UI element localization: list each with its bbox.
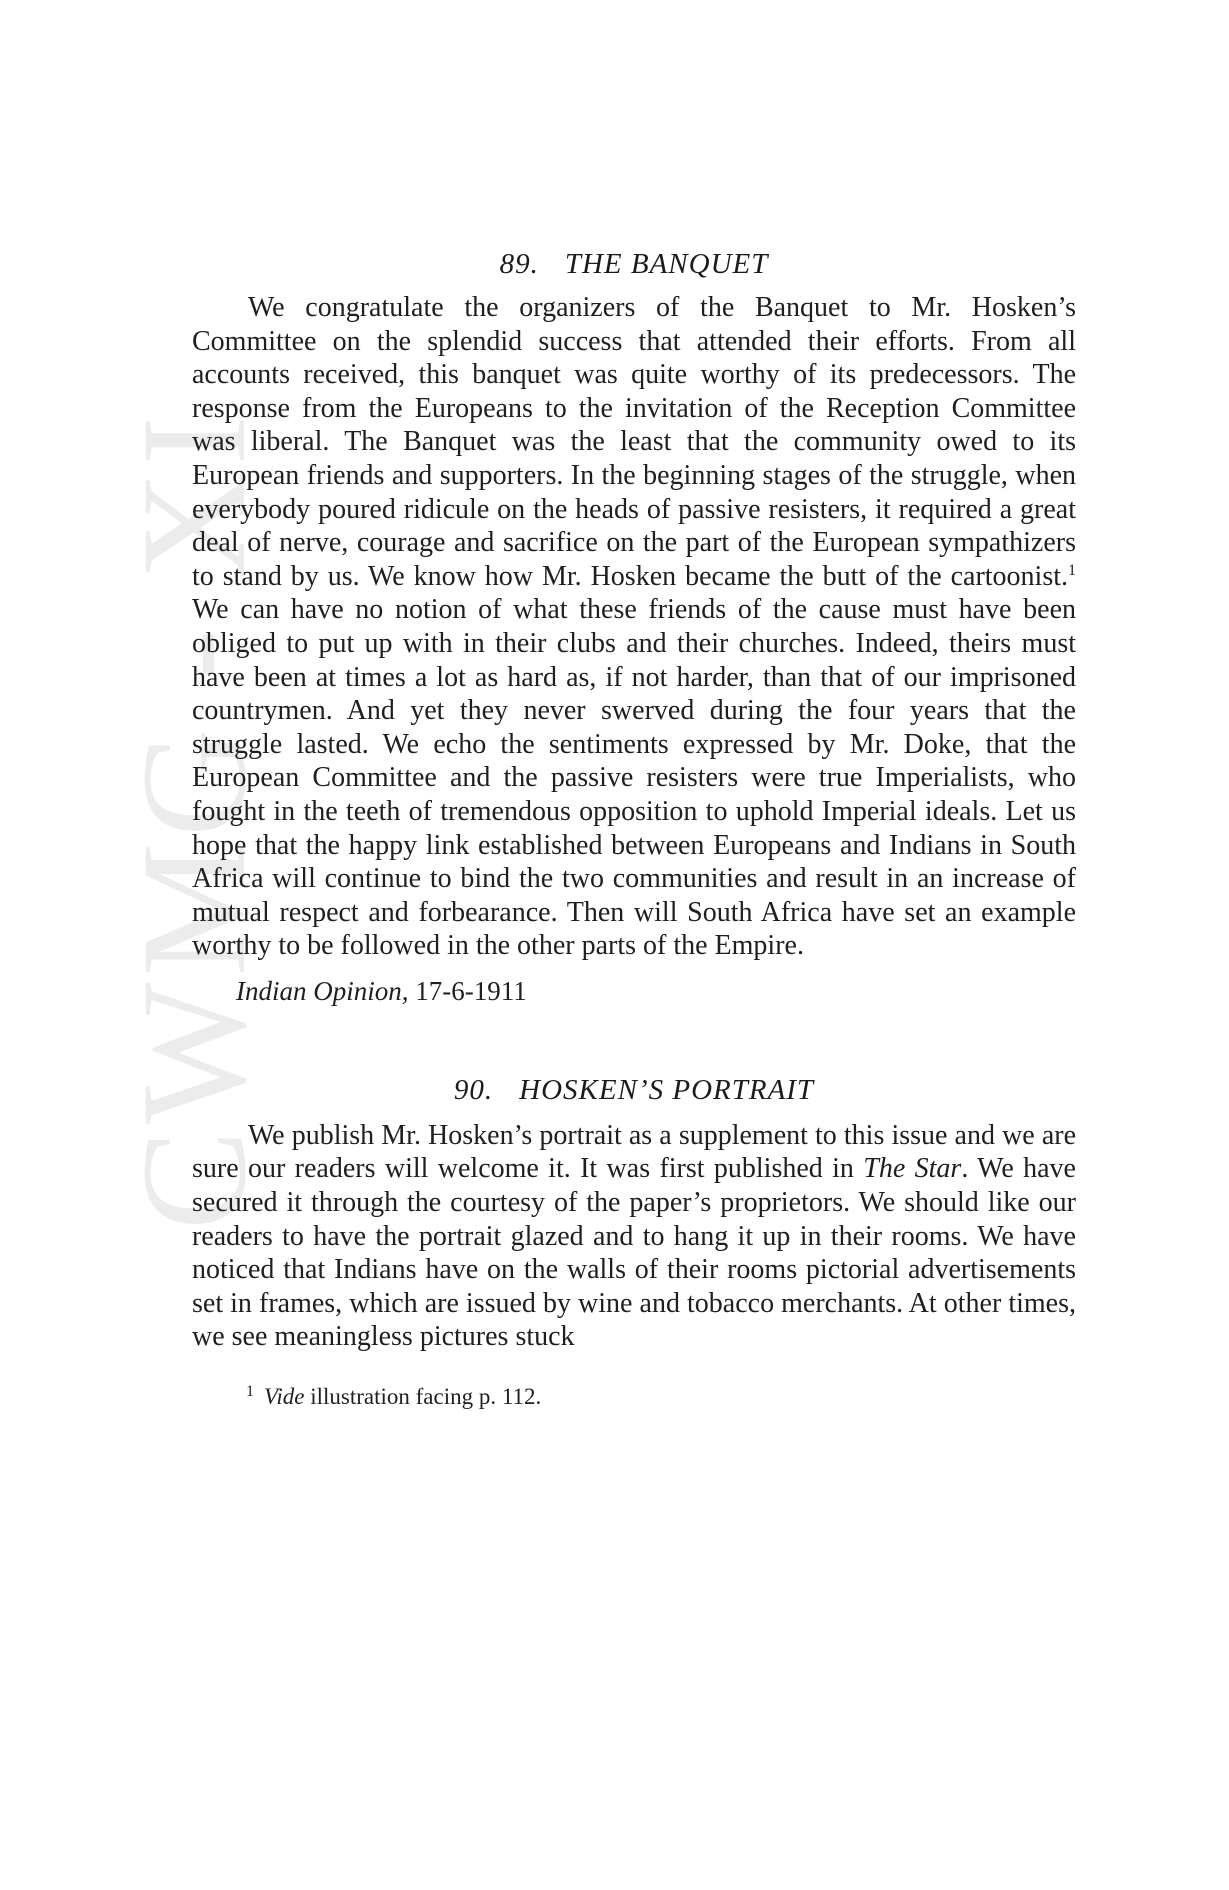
publication-name: The Star [863, 1153, 962, 1185]
source-citation [236, 975, 1076, 1008]
body-text: . We have secured it through the courtesy of the paper’s proprietors. We should like our readers to have the portrait glazed and to hang it up in their rooms. We have noticed that Indians have on the walls of their rooms pictorial advertisements set in frames, which are issued by wine and tobacco merchants. At other times, we see meaningless pictures stuck [192, 1153, 1076, 1353]
article-heading-portrait [192, 1074, 1076, 1107]
article-number: 89. [499, 248, 539, 280]
body-text: We publish Mr. Hosken’s portrait as a supplement to this issue and we are sure our readers will welcome it. It was first published in [192, 1119, 1076, 1185]
article-title: THE BANQUET [564, 248, 769, 280]
article-title: HOSKEN’S PORTRAIT [519, 1073, 815, 1106]
article-heading-banquet [192, 248, 1076, 281]
article-body-banquet [192, 291, 1076, 963]
body-text: We congratulate the organizers of the Banquet to Mr. Hosken’s Committee on the splendid success that attended their efforts. From all accounts received, this banquet was quite worthy of its predecessors. The response from the Europeans to the invitation of the Reception Committee was liberal. The Banquet was the least that the community owed to its European friends and supporters. In the beginning stages of the struggle, when everybody poured ridicule on the heads of passive resisters, it required a great deal of nerve, courage and sacrifice on the part of the European sympathizers to stand by us. We know how Mr. Hosken became the butt of the cartoonist. [192, 292, 1076, 592]
footnote [246, 1378, 1076, 1411]
page-content [192, 248, 1076, 1411]
footnote-vide: Vide [264, 1384, 305, 1410]
source-date: 17-6-1911 [415, 975, 527, 1006]
article-body-portrait [192, 1119, 1076, 1354]
article-number: 90. [453, 1073, 494, 1106]
body-text: We can have no notion of what these friends of the cause must have been obliged to put up with in their clubs and their churches. Indeed, theirs must have been at times a lot as hard as, if not harder, than that of our imprisoned countrymen. And yet they never swerved during the four years that the struggle lasted. We echo the sentiments expressed by Mr. Doke, that the European Committee and the passive resisters were true Imperialists, who fought in the teeth of tremendous opposition to uphold Imperial ideals. Let us hope that the happy link established between Europeans and Indians in South Africa will continue to bind the two communities and result in an increase of mutual respect and forbearance. Then will South Africa have set an example worthy to be followed in the other parts of the Empire. [192, 594, 1076, 962]
cwmg-watermark: CWMG - XI [111, 409, 277, 1230]
footnote-mark: 1 [246, 1383, 254, 1401]
source-publication: Indian Opinion, [236, 975, 409, 1006]
footnote-text: illustration facing p. 112. [304, 1384, 542, 1410]
footnote-reference: 1 [1068, 561, 1076, 579]
